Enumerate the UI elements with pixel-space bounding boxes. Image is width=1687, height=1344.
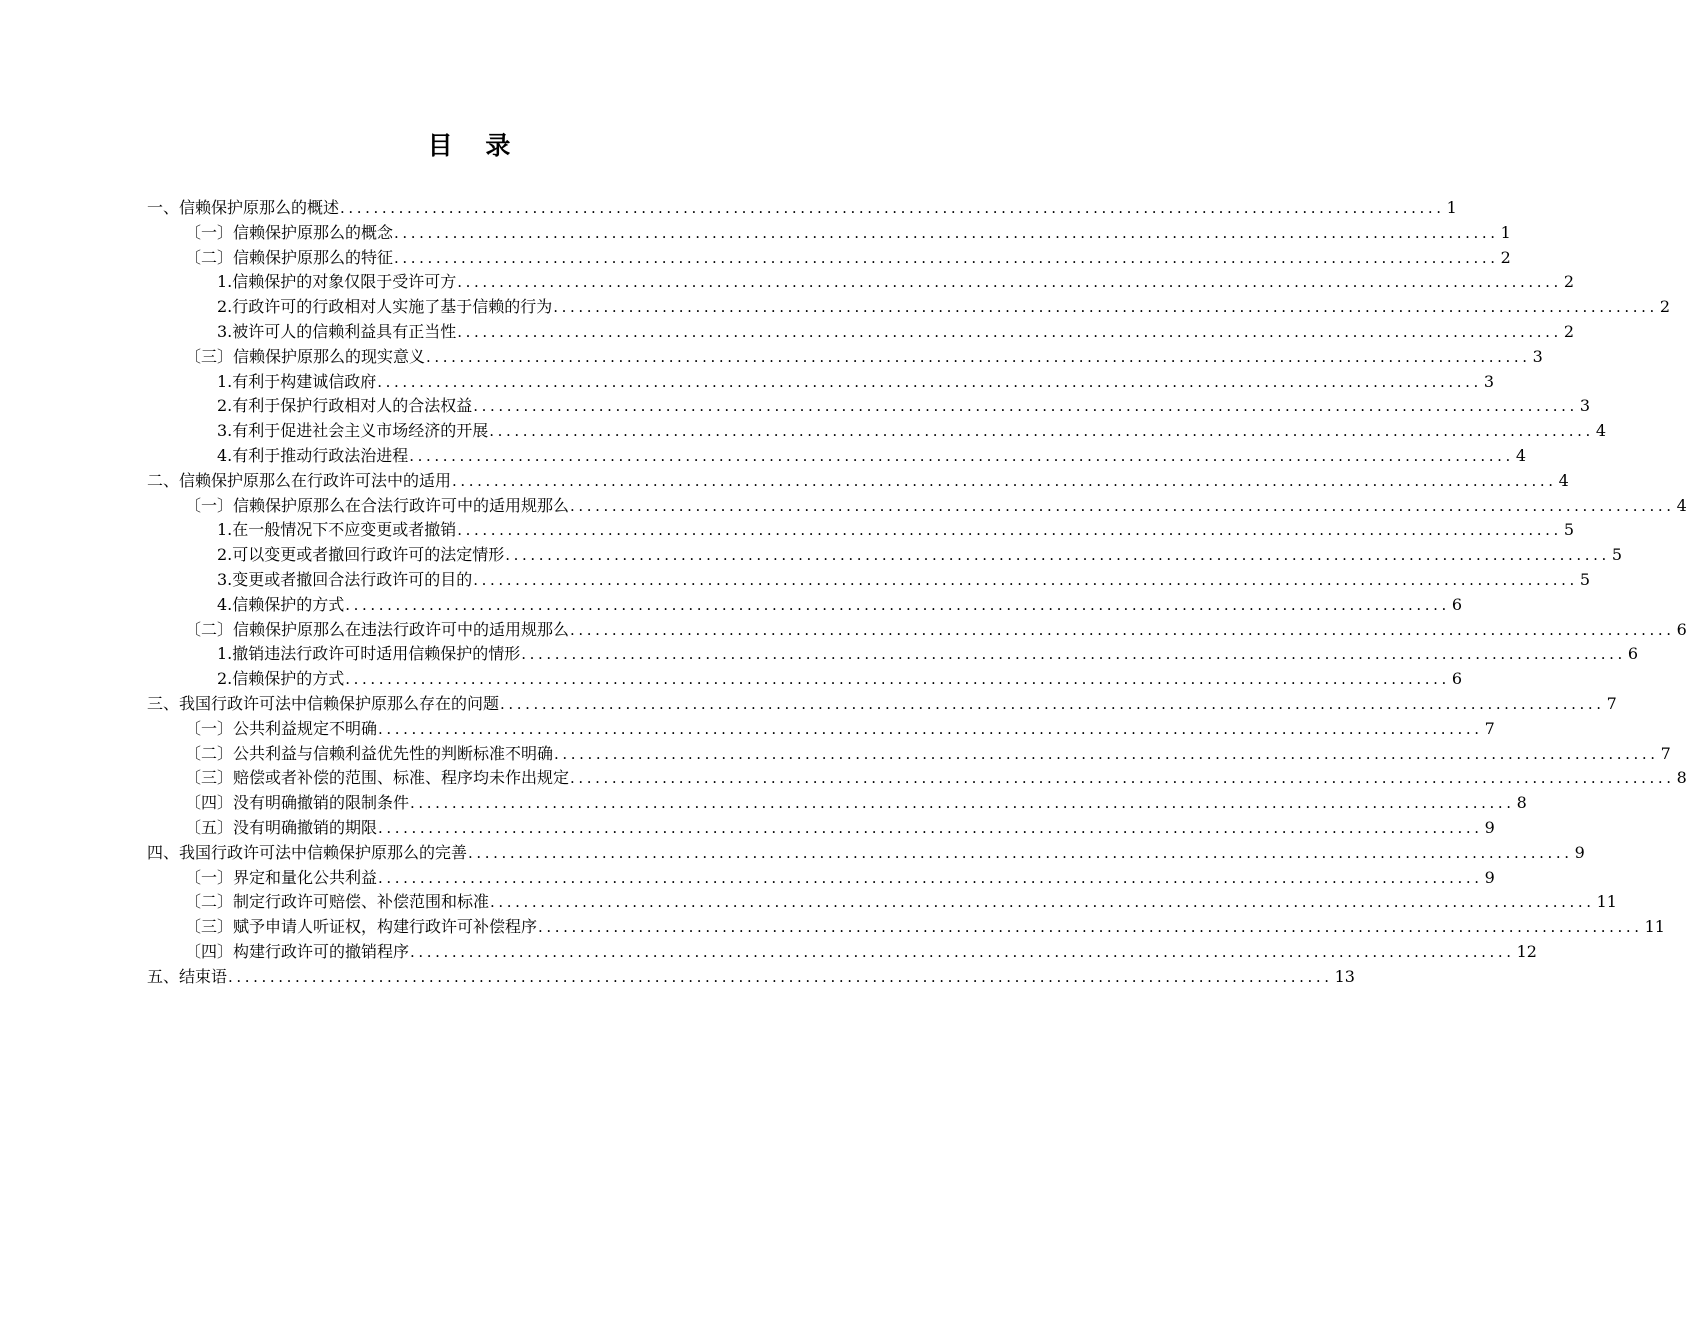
toc-dot-leader: .................................................................................................................................... [570, 496, 1675, 515]
toc-entry-text: 1.在一般情况下不应变更或者撤销 [217, 520, 457, 540]
toc-dot-leader: .................................................................................................................................... [228, 967, 1333, 986]
toc-entry-text: 〔三〕信赖保护原那么的现实意义 [185, 346, 426, 366]
toc-entry-text: 〔二〕公共利益与信赖利益优先性的判断标准不明确 [185, 743, 554, 763]
toc-entry-text: 三、我国行政许可法中信赖保护原那么存在的问题 [147, 693, 500, 713]
toc-dot-leader: .................................................................................................................................... [473, 397, 1578, 416]
toc-entry-text: 〔二〕制定行政许可赔偿、补偿范围和标准 [185, 892, 490, 912]
toc-entry [147, 692, 1617, 717]
toc-page-number: 5 [1611, 545, 1623, 565]
toc-entry [147, 370, 1495, 395]
toc-entry [147, 419, 1607, 444]
toc-entry-text: 1.信赖保护的对象仅限于受许可方 [217, 272, 457, 292]
toc-page-number: 11 [1596, 892, 1617, 912]
toc-page-number: 2 [1500, 247, 1511, 267]
toc-entry [147, 196, 1457, 221]
toc-dot-leader: .................................................................................................................................... [457, 521, 1562, 540]
toc-entry-text: 2.有利于保护行政相对人的合法权益 [217, 396, 473, 416]
toc-page-number: 4 [1676, 495, 1687, 515]
toc-page-number: 7 [1484, 718, 1495, 738]
toc-page-number: 5 [1579, 569, 1591, 589]
toc-entry-text: 〔一〕信赖保护原那么的概念 [185, 222, 394, 242]
toc-page-number: 4 [1595, 421, 1607, 441]
page-title: 目 录 [427, 131, 523, 160]
toc-page-number: 4 [1515, 445, 1527, 465]
toc-entry-text: 〔一〕公共利益规定不明确 [185, 718, 378, 738]
toc-entry [147, 444, 1527, 469]
table-of-contents [147, 196, 1687, 990]
toc-page-number: 7 [1660, 743, 1671, 763]
toc-dot-leader: .................................................................................................................................... [570, 620, 1675, 639]
toc-entry [147, 915, 1665, 940]
toc-entry-text: 1.有利于构建诚信政府 [217, 371, 377, 391]
toc-entry-text: 2.可以变更或者撤回行政许可的法定情形 [217, 545, 505, 565]
toc-entry [147, 766, 1687, 791]
toc-page-number: 6 [1451, 594, 1463, 614]
toc-entry [147, 667, 1463, 692]
toc-entry-text: 3.被许可人的信赖利益具有正当性 [217, 321, 457, 341]
toc-entry-text: 2.信赖保护的方式 [217, 669, 345, 689]
toc-page-number: 3 [1532, 346, 1543, 366]
toc-entry-text: 〔一〕信赖保护原那么在合法行政许可中的适用规那么 [185, 495, 570, 515]
toc-page-number: 2 [1563, 321, 1575, 341]
toc-entry [147, 742, 1671, 767]
toc-entry-text: 〔三〕赔偿或者补偿的范围、标准、程序均未作出规定 [185, 768, 570, 788]
toc-dot-leader: .................................................................................................................................... [340, 199, 1445, 217]
toc-page-number: 11 [1644, 917, 1665, 937]
toc-entry [147, 866, 1495, 891]
toc-dot-leader: .................................................................................................................................... [473, 570, 1578, 589]
toc-page-number: 8 [1516, 793, 1527, 813]
toc-entry [147, 717, 1495, 742]
toc-entry [147, 394, 1591, 419]
toc-entry [147, 246, 1511, 271]
toc-entry [147, 816, 1495, 841]
toc-entry [147, 841, 1585, 866]
toc-entry-text: 1.撤销违法行政许可时适用信赖保护的情形 [217, 644, 521, 664]
toc-dot-leader: .................................................................................................................................... [410, 942, 1515, 961]
toc-entry-text: 四、我国行政许可法中信赖保护原那么的完善 [147, 842, 468, 862]
toc-entry-text: 〔二〕信赖保护原那么的特征 [185, 247, 394, 267]
toc-entry-text: 4.有利于推动行政法治进程 [217, 445, 409, 465]
toc-entry-text: 〔四〕没有明确撤销的限制条件 [185, 793, 410, 813]
toc-dot-leader: .................................................................................................................................... [500, 694, 1605, 713]
toc-entry-text: 〔五〕没有明确撤销的期限 [185, 817, 378, 837]
toc-page-number: 6 [1451, 669, 1463, 689]
toc-entry [147, 890, 1617, 915]
toc-entry [147, 593, 1463, 618]
toc-dot-leader: .................................................................................................................................... [410, 794, 1515, 813]
toc-dot-leader: .................................................................................................................................... [394, 248, 1499, 267]
toc-dot-leader: .................................................................................................................................... [452, 471, 1557, 490]
toc-dot-leader: .................................................................................................................................... [505, 546, 1610, 565]
toc-entry [147, 965, 1355, 990]
toc-dot-leader: .................................................................................................................................... [521, 645, 1626, 664]
toc-page-number: 6 [1627, 644, 1639, 664]
toc-page-number: 1 [1500, 222, 1511, 242]
toc-entry [147, 791, 1527, 816]
toc-entry-text: 3.有利于促进社会主义市场经济的开展 [217, 421, 489, 441]
toc-entry [147, 295, 1671, 320]
toc-page-number: 6 [1676, 619, 1687, 639]
toc-entry-text: 〔四〕构建行政许可的撤销程序 [185, 941, 410, 961]
toc-entry-text: 〔一〕界定和量化公共利益 [185, 867, 378, 887]
toc-entry [147, 494, 1687, 519]
toc-page-number: 2 [1563, 272, 1575, 292]
toc-page-number: 12 [1516, 941, 1537, 961]
toc-page-number: 7 [1606, 693, 1617, 713]
toc-page-number: 9 [1574, 842, 1585, 862]
toc-dot-leader: .................................................................................................................................... [378, 818, 1483, 837]
toc-dot-leader: .................................................................................................................................... [468, 843, 1573, 862]
toc-dot-leader: .................................................................................................................................... [345, 595, 1450, 614]
toc-entry-text: 〔二〕信赖保护原那么在违法行政许可中的适用规那么 [185, 619, 570, 639]
toc-entry-text: 4.信赖保护的方式 [217, 594, 345, 614]
toc-page-number: 9 [1484, 817, 1495, 837]
toc-dot-leader: .................................................................................................................................... [457, 273, 1562, 292]
toc-entry [147, 469, 1569, 494]
toc-dot-leader: .................................................................................................................................... [457, 322, 1562, 341]
toc-entry [147, 543, 1623, 568]
toc-entry [147, 940, 1537, 965]
toc-dot-leader: .................................................................................................................................... [409, 446, 1514, 465]
toc-dot-leader: .................................................................................................................................... [426, 347, 1531, 366]
toc-entry [147, 320, 1575, 345]
toc-dot-leader: .................................................................................................................................... [490, 893, 1595, 912]
toc-entry-text: 一、信赖保护原那么的概述 [147, 198, 340, 217]
toc-page-number: 1 [1446, 198, 1457, 217]
toc-entry [147, 221, 1511, 246]
toc-page-number: 9 [1484, 867, 1495, 887]
toc-dot-leader: .................................................................................................................................... [538, 918, 1643, 937]
toc-entry-text: 二、信赖保护原那么在行政许可法中的适用 [147, 470, 452, 490]
toc-page-number: 3 [1483, 371, 1495, 391]
toc-dot-leader: .................................................................................................................................... [377, 372, 1482, 391]
toc-entry-text: 五、结束语 [147, 966, 228, 986]
toc-page-number: 13 [1334, 966, 1355, 986]
toc-dot-leader: .................................................................................................................................... [554, 744, 1659, 763]
toc-entry [147, 270, 1575, 295]
toc-entry-text: 〔三〕赋予申请人听证权，构建行政许可补偿程序 [185, 917, 538, 937]
toc-dot-leader: .................................................................................................................................... [489, 422, 1594, 441]
toc-page-number: 3 [1579, 396, 1591, 416]
toc-page-number: 5 [1563, 520, 1575, 540]
toc-page-number: 2 [1659, 297, 1671, 317]
toc-page-number: 4 [1558, 470, 1569, 490]
toc-entry [147, 518, 1575, 543]
toc-dot-leader: .................................................................................................................................... [345, 670, 1450, 689]
toc-entry [147, 568, 1591, 593]
toc-page-number: 8 [1676, 768, 1687, 788]
toc-entry-text: 3.变更或者撤回合法行政许可的目的 [217, 569, 473, 589]
toc-dot-leader: .................................................................................................................................... [394, 223, 1499, 242]
toc-entry-text: 2.行政许可的行政相对人实施了基于信赖的行为 [217, 297, 553, 317]
toc-dot-leader: .................................................................................................................................... [570, 769, 1675, 788]
toc-dot-leader: .................................................................................................................................... [378, 868, 1483, 887]
toc-entry [147, 345, 1543, 370]
toc-entry [147, 642, 1639, 667]
toc-dot-leader: .................................................................................................................................... [378, 719, 1483, 738]
toc-dot-leader: .................................................................................................................................... [553, 298, 1658, 317]
toc-entry [147, 618, 1687, 643]
